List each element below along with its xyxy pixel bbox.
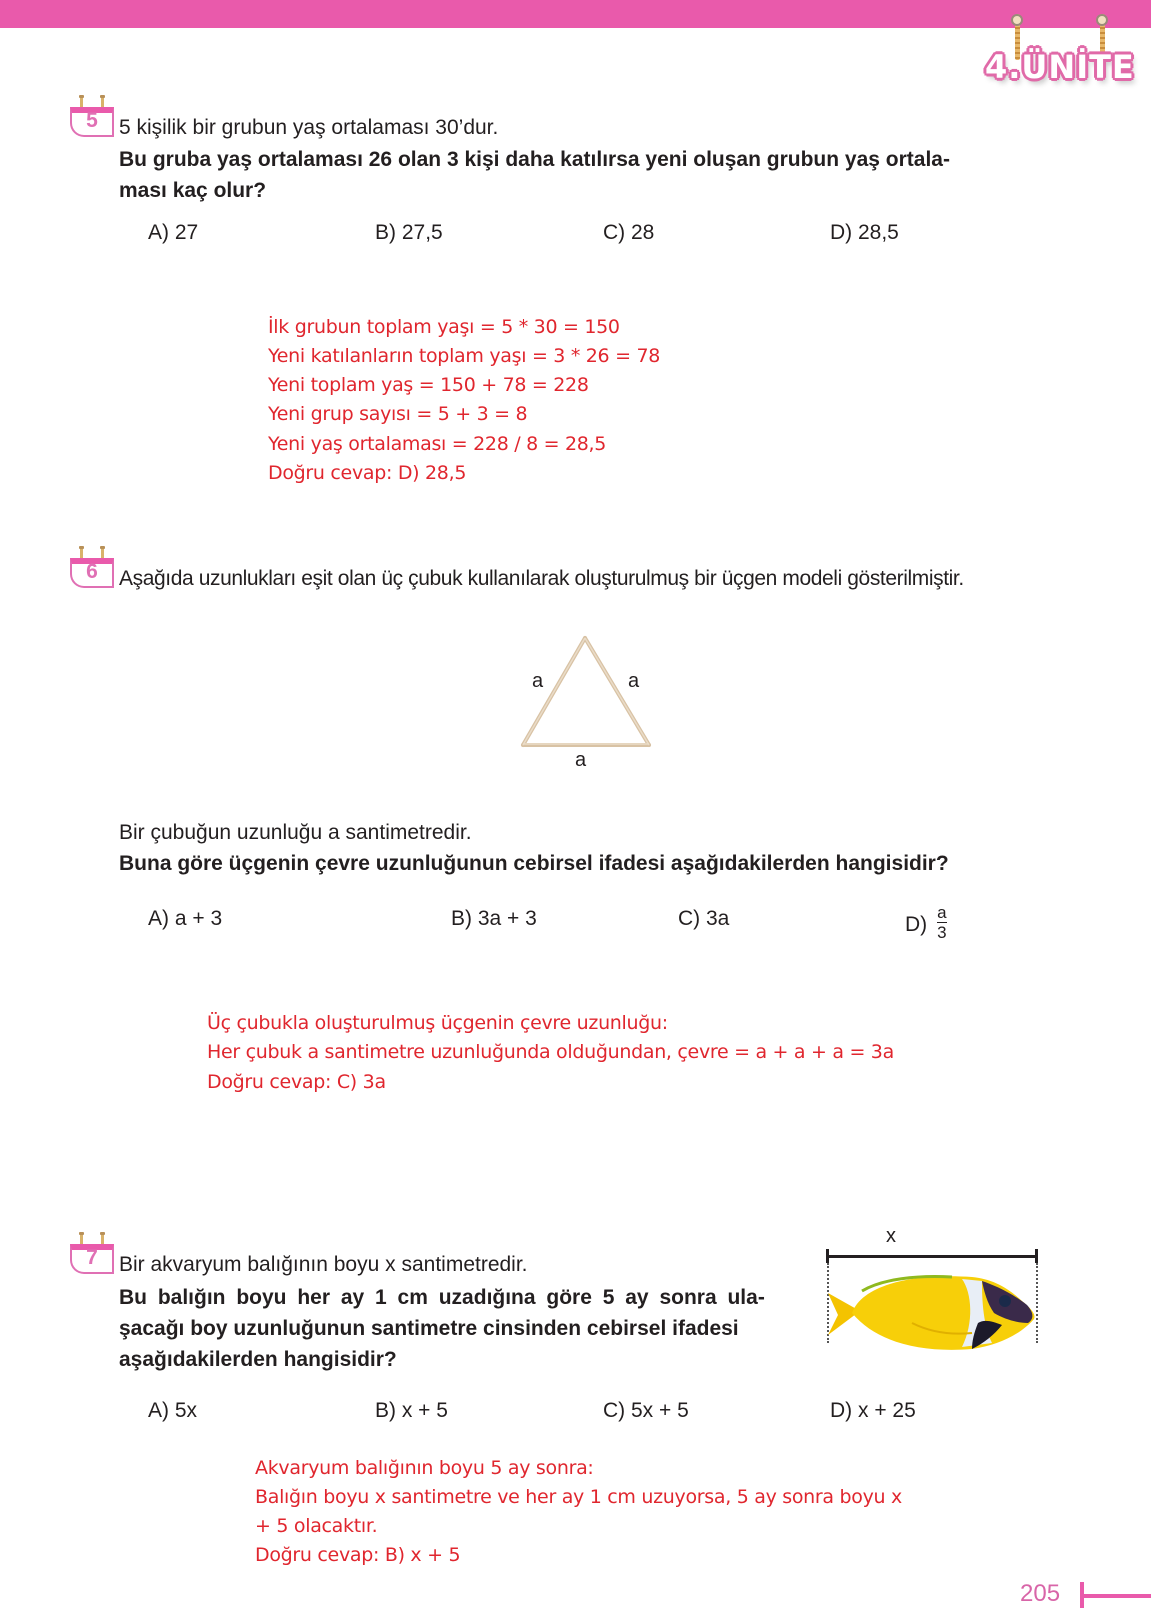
question-prompt: şacağı boy uzunluğunun santimetre cinsinden cebirsel ifadesi <box>119 1317 739 1340</box>
option-d[interactable]: D) x + 25 <box>830 1399 916 1422</box>
option-b[interactable]: B) x + 5 <box>375 1399 448 1422</box>
unit-label: 4.ÜNİTE <box>985 48 1135 86</box>
solution-line: + 5 olacaktır. <box>255 1515 378 1537</box>
solution-line: Yeni grup sayısı = 5 + 3 = 8 <box>268 403 528 425</box>
side-label-right: a <box>628 670 640 692</box>
fraction <box>937 904 946 941</box>
question-number-badge <box>70 1234 114 1276</box>
question-number-badge <box>70 548 114 590</box>
solution-line: Yeni katılanların toplam yaşı = 3 * 26 = 78 <box>268 345 661 367</box>
side-label-left: a <box>532 670 544 692</box>
solution-line: Balığın boyu x santimetre ve her ay 1 cm uzuyorsa, 5 ay sonra boyu x <box>255 1486 902 1508</box>
top-accent-bar <box>0 0 1151 28</box>
hanging-ring <box>1096 14 1108 26</box>
solution-line: Yeni toplam yaş = 150 + 78 = 228 <box>268 374 589 396</box>
measure-line <box>826 1255 1038 1258</box>
measure-tick <box>1035 1249 1038 1263</box>
question-prompt: aşağıdakilerden hangisidir? <box>119 1348 397 1371</box>
question-stem: Bir çubuğun uzunluğu a santimetredir. <box>119 821 472 844</box>
option-a[interactable]: A) 5x <box>148 1399 198 1422</box>
measure-tick <box>826 1249 829 1263</box>
solution-answer: Doğru cevap: B) x + 5 <box>255 1544 461 1566</box>
solution-line: Yeni yaş ortalaması = 228 / 8 = 28,5 <box>268 433 607 455</box>
option-a[interactable]: A) a + 3 <box>148 907 223 930</box>
fraction-denominator: 3 <box>937 923 947 942</box>
unit-badge <box>985 14 1135 100</box>
length-label: x <box>886 1225 896 1247</box>
question-number: 7 <box>86 1246 98 1269</box>
option-c[interactable]: C) 28 <box>603 221 655 244</box>
triangle-figure <box>515 630 665 770</box>
option-d[interactable]: D) 28,5 <box>830 221 899 244</box>
solution-answer: Doğru cevap: D) 28,5 <box>268 462 467 484</box>
question-stem: 5 kişilik bir grubun yaş ortalaması 30’dur. <box>119 116 499 139</box>
solution-answer: Doğru cevap: C) 3a <box>207 1071 386 1093</box>
fish-figure <box>822 1225 1042 1355</box>
question-stem: Bir akvaryum balığının boyu x santimetredir. <box>119 1253 528 1276</box>
option-b[interactable]: B) 3a + 3 <box>451 907 537 930</box>
question-number: 6 <box>86 560 98 583</box>
question-number-badge <box>70 97 114 139</box>
solution-line: İlk grubun toplam yaşı = 5 * 30 = 150 <box>268 316 620 338</box>
option-a[interactable]: A) 27 <box>148 221 199 244</box>
option-b[interactable]: B) 27,5 <box>375 221 443 244</box>
option-c[interactable]: C) 3a <box>678 907 730 930</box>
page-marker-line <box>1081 1594 1151 1598</box>
question-prompt: Bu gruba yaş ortalaması 26 olan 3 kişi daha katılırsa yeni oluşan grubun yaş ortala- <box>119 148 950 171</box>
fraction-numerator: a <box>937 903 947 922</box>
question-stem: Aşağıda uzunlukları eşit olan üç çubuk kullanılarak oluşturulmuş bir üçgen modeli gösterilmiştir. <box>119 567 964 590</box>
question-prompt: Buna göre üçgenin çevre uzunluğunun cebirsel ifadesi aşağıdakilerden hangisidir? <box>119 852 949 875</box>
solution-line: Üç çubukla oluşturulmuş üçgenin çevre uzunluğu: <box>207 1012 668 1034</box>
side-label-bottom: a <box>575 749 587 771</box>
question-number: 5 <box>86 109 98 132</box>
solution-line: Akvaryum balığının boyu 5 ay sonra: <box>255 1457 594 1479</box>
option-d[interactable] <box>905 903 947 944</box>
option-c[interactable]: C) 5x + 5 <box>603 1399 689 1422</box>
page-number: 205 <box>1020 1580 1061 1607</box>
option-d-letter: D) <box>905 913 928 937</box>
fish-icon <box>822 1263 1042 1358</box>
hanging-ring <box>1011 14 1023 26</box>
solution-line: Her çubuk a santimetre uzunluğunda olduğundan, çevre = a + a + a = 3a <box>207 1041 894 1063</box>
question-prompt: Bu balığın boyu her ay 1 cm uzadığına göre 5 ay sonra ula- <box>119 1286 765 1309</box>
question-prompt: ması kaç olur? <box>119 179 267 202</box>
